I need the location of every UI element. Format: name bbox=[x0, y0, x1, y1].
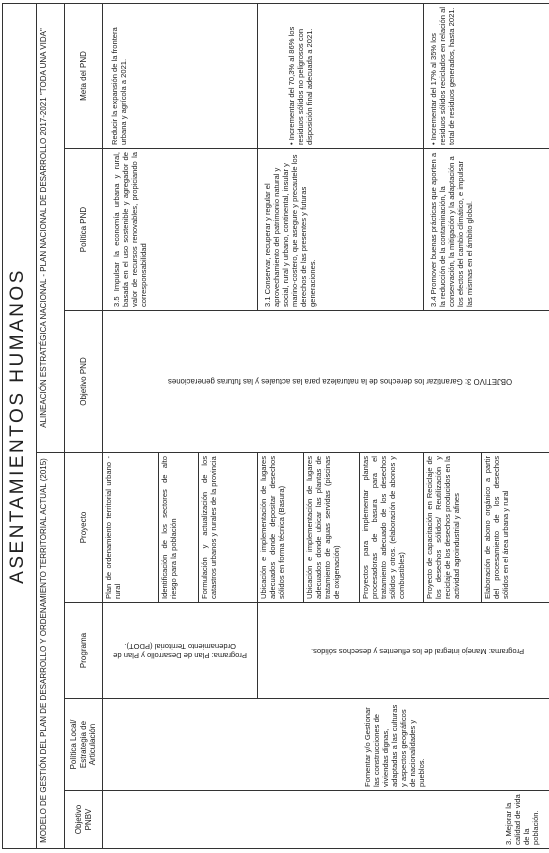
section-header-current-model: MODELO DE GESTIÓN DEL PLAN DE DESARROLLO Y ORDENAMIENTO TERRITORIAL ACTUAL (2015) bbox=[37, 453, 65, 849]
column-header-programa: Programa bbox=[65, 603, 103, 699]
column-header-politica-pnd: Política PND bbox=[65, 149, 103, 311]
proyecto-cell: Elaboración de abono orgánico a partir del procesamiento de los desechos sólidos en el área urbana y rural bbox=[482, 453, 549, 603]
proyecto-cell: Proyectos para implementar plantas procesadoras de basura para el tratamiento adecuado de los desechos sólidos y otros. (elaboración de abonos y combustibles) bbox=[360, 453, 424, 603]
meta-pnd-cell: Reducir la expansión de la frontera urbana y agrícola a 2021. bbox=[103, 3, 258, 148]
section-header-national-alignment: ALINEACIÓN ESTRATÉGICA NACIONAL - PLAN NACIONAL DE DESARROLLO 2017-2021 "TODA UNA VIDA" bbox=[37, 3, 65, 452]
programa-cell-pdot bbox=[103, 603, 258, 699]
objetivo-pnd-cell bbox=[103, 311, 549, 453]
alignment-table bbox=[2, 3, 549, 849]
politica-local-cell bbox=[103, 699, 549, 791]
objetivo-pnd-text: OBJETIVO 3: Garantizar los derechos de la naturaleza para las actuales y las futuras generaciones bbox=[167, 377, 513, 387]
proyecto-cell: Proyecto de capacitación en Reciclaje de los desechos sólidos/ Reutilización y reciclaje de los desechos producidos en la actividad agroindustrial y afines bbox=[424, 453, 482, 603]
programa-pdot-text: Programa: Plan de Desarrollo y Plan de Ordenamiento Territorial (PDOT). bbox=[113, 642, 247, 661]
politica-pnd-cell: 3.4 Promover buenas prácticas que aporten a la reducción de la contaminación, la conservación, la mitigación y la adaptación a los efectos del cambio climático, e impulsar las mismas en el ámbito global. bbox=[424, 149, 549, 311]
proyecto-cell: Formulación y actualización de los catastros urbanos y rurales de la provincia bbox=[199, 453, 258, 603]
objetivo-pnbv-cell bbox=[103, 791, 549, 849]
politica-pnd-cell: 3.1 Conservar, recuperar y regular el aprovechamiento del patrimonio natural y social, rural y urbano, continental, insular y marino-costero, que asegure y precautele los derechos de las presentes y futuras generaciones. bbox=[258, 149, 424, 311]
column-header-meta-pnd: Meta del PND bbox=[65, 3, 103, 148]
politica-local-text: Fomentar y/o Gestionar las construcciones de viviendas dignas, adaptadas a las culturas y aspectos geográficos de nacionalidades y pueblos. bbox=[363, 704, 427, 787]
column-header-objetivo-pnbv: Objetivo PNBV bbox=[65, 791, 103, 849]
programa-cell-efluentes bbox=[258, 603, 549, 699]
proyecto-cell: Ubicación e implementación de lugares adecuados donde depositar desechos sólidos en forma técnica (Basura) bbox=[258, 453, 304, 603]
meta-pnd-cell: • Incrementar del 17% al 35% los residuos sólidos reciclados en relación al total de residuos generados, hasta 2021. bbox=[424, 3, 549, 148]
proyecto-cell: Identificación de los sectores de alto riesgo para la población bbox=[159, 453, 199, 603]
objetivo-pnbv-text: 3. Mejorar la calidad de vida de la población. bbox=[504, 794, 541, 845]
programa-efluentes-text: Programa: Manejo integral de los efluentes y desechos sólidos. bbox=[310, 646, 525, 656]
column-header-objetivo-pnd: Objetivo PND bbox=[65, 311, 103, 453]
politica-pnd-cell: 3.5 Impulsar la economía urbana y rural, basada en el uso sostenible y agregador de valor de recursos renovables, propiciando la corresponsabilidad bbox=[103, 149, 258, 311]
column-header-politica-local: Política Local/ Estrategia de Articulación bbox=[65, 699, 103, 791]
rotated-table-document bbox=[2, 4, 543, 849]
meta-pnd-cell: • Incrementar del 70,3% al 86% los residuos sólidos no peligrosos con disposición final adecuada a 2021. bbox=[258, 3, 424, 148]
page-title: ASENTAMIENTOS HUMANOS bbox=[3, 3, 37, 848]
column-header-proyecto: Proyecto bbox=[65, 453, 103, 603]
proyecto-cell: Ubicación e implementación de lugares adecuados donde ubicar las plantas de tratamiento de aguas servidas (piscinas de oxigenación) bbox=[304, 453, 360, 603]
proyecto-cell: Plan de ordenamiento territorial urbano - rural bbox=[103, 453, 159, 603]
